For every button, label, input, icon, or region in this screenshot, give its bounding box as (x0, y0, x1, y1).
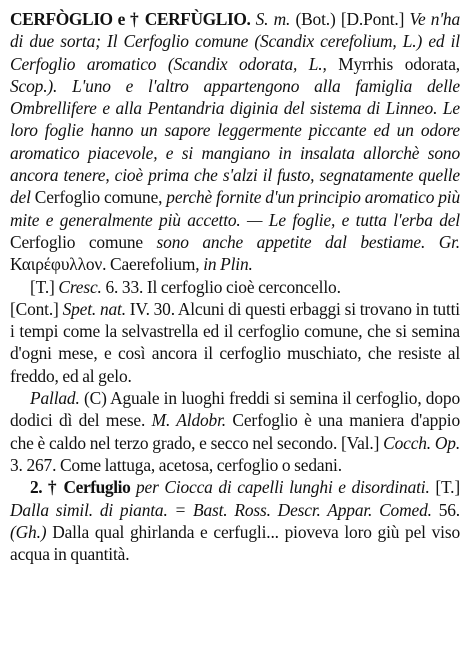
sense-note: Dalla simil. di pianta. = (10, 499, 187, 520)
latin-word: Caerefolium, (110, 254, 200, 275)
citation-text: Cerfoglio è una maniera d'appio che è caldo nel terzo grado, e secco nel secondo. (10, 410, 461, 453)
citation-text: Il cerfoglio cioè cerconcello. (146, 276, 341, 297)
citation-ref: 56. (438, 499, 460, 520)
sense-number: 2. (30, 477, 43, 498)
citation-paragraph (10, 276, 460, 387)
citation-source: Spet. nat. (62, 298, 126, 319)
citation-source: Cresc. (58, 276, 102, 297)
greek-word: Καιρέφυλλον. (10, 254, 107, 275)
entry-paragraph-definition (10, 8, 460, 276)
definition-text: Cerfoglio comune, (34, 187, 163, 208)
definition-text: Il Cerfoglio comune (Scandix cerefolium, (107, 31, 397, 52)
citation-text: Alcuni di questi erbaggi si trovano in tutti i tempi come la selvastrella ed il cerfoglio comune, che si semina d'ogni mese, e così ancora il cerfoglio muschiato, che resiste al freddo, ed al gelo. (10, 298, 460, 386)
citation-text: Come lattuga, acetosa, cerfoglio o sedani. (59, 454, 342, 475)
citation-paragraph (10, 387, 460, 476)
dictionary-entry-cerfoglio (10, 8, 460, 565)
definition-text: perchè fornite d'un principio aromatico più mite e generalmente più accetto. — Le foglie, e tutta l'erba del (10, 187, 460, 230)
citation-text: Dalla qual ghirlanda e cerfugli... pioveva loro giù pel viso acqua in quantità. (10, 521, 460, 565)
citation-text: Aguale in luoghi freddi si semina il cerfoglio, dopo dodici dì del mese. (10, 388, 460, 431)
headword: CERFÒGLIO e † CERFÙGLIO. (10, 9, 251, 29)
grammar-label: S. m. (255, 9, 291, 29)
citation-ref: IV. 30. (129, 298, 175, 319)
sense-definition: per Ciocca di capelli lunghi e disordinati. (136, 477, 430, 498)
definition-text: sono anche appetite dal bestiame. (156, 231, 426, 252)
citation-source: Pallad. (30, 388, 80, 409)
citation-tag: [Cont.] (10, 298, 59, 319)
greek-ref-label: Gr. (438, 231, 460, 252)
citation-source: Cocch. Op. (383, 432, 461, 453)
author-abbrev: L.) (402, 31, 423, 52)
domain-label: (Bot.) [D.Pont.] (295, 9, 405, 29)
author-abbrev: Scop.). (10, 75, 58, 96)
sense-2-paragraph (10, 476, 460, 565)
author-abbrev: L., (308, 53, 327, 74)
citation-tag: (Gh.) (10, 521, 47, 542)
citation-source: Bast. Ross. Descr. Appar. Comed. (192, 499, 432, 520)
citation-ref: 3. 267. (10, 454, 57, 475)
citation-tag: [T.] (30, 276, 55, 297)
citation-tag: (C) (83, 388, 107, 409)
citation-ref: 6. 33. (105, 276, 144, 297)
definition-text: Cerfoglio aromatico (Scandix odorata, (10, 53, 298, 74)
definition-text: L'uno e l'altro appartengono alla famiglia delle Ombrellifere e alla Pentandria diginia del sistema di Linneo. Le loro foglie hanno un sapore leggermente piccante ed un odore aromatico piacevole, e si mangiano in insalata allorchè sono ancora tenere, cioè prima che s'alzi il fusto, segnatamente quelle del (10, 75, 460, 208)
latin-source: in Plin. (203, 254, 253, 275)
citation-source: M. Aldobr. (151, 410, 226, 431)
citation-tag: [Val.] (341, 432, 380, 453)
definition-text: Ve n'ha di due sorta; (10, 9, 460, 52)
citation-tag: [T.] (435, 477, 460, 498)
sense-headword: † Cerfuglio (47, 477, 131, 498)
definition-text: Myrrhis odorata, (338, 53, 460, 74)
definition-text: Cerfoglio comune (10, 231, 143, 252)
definition-text: ed il (428, 31, 460, 52)
